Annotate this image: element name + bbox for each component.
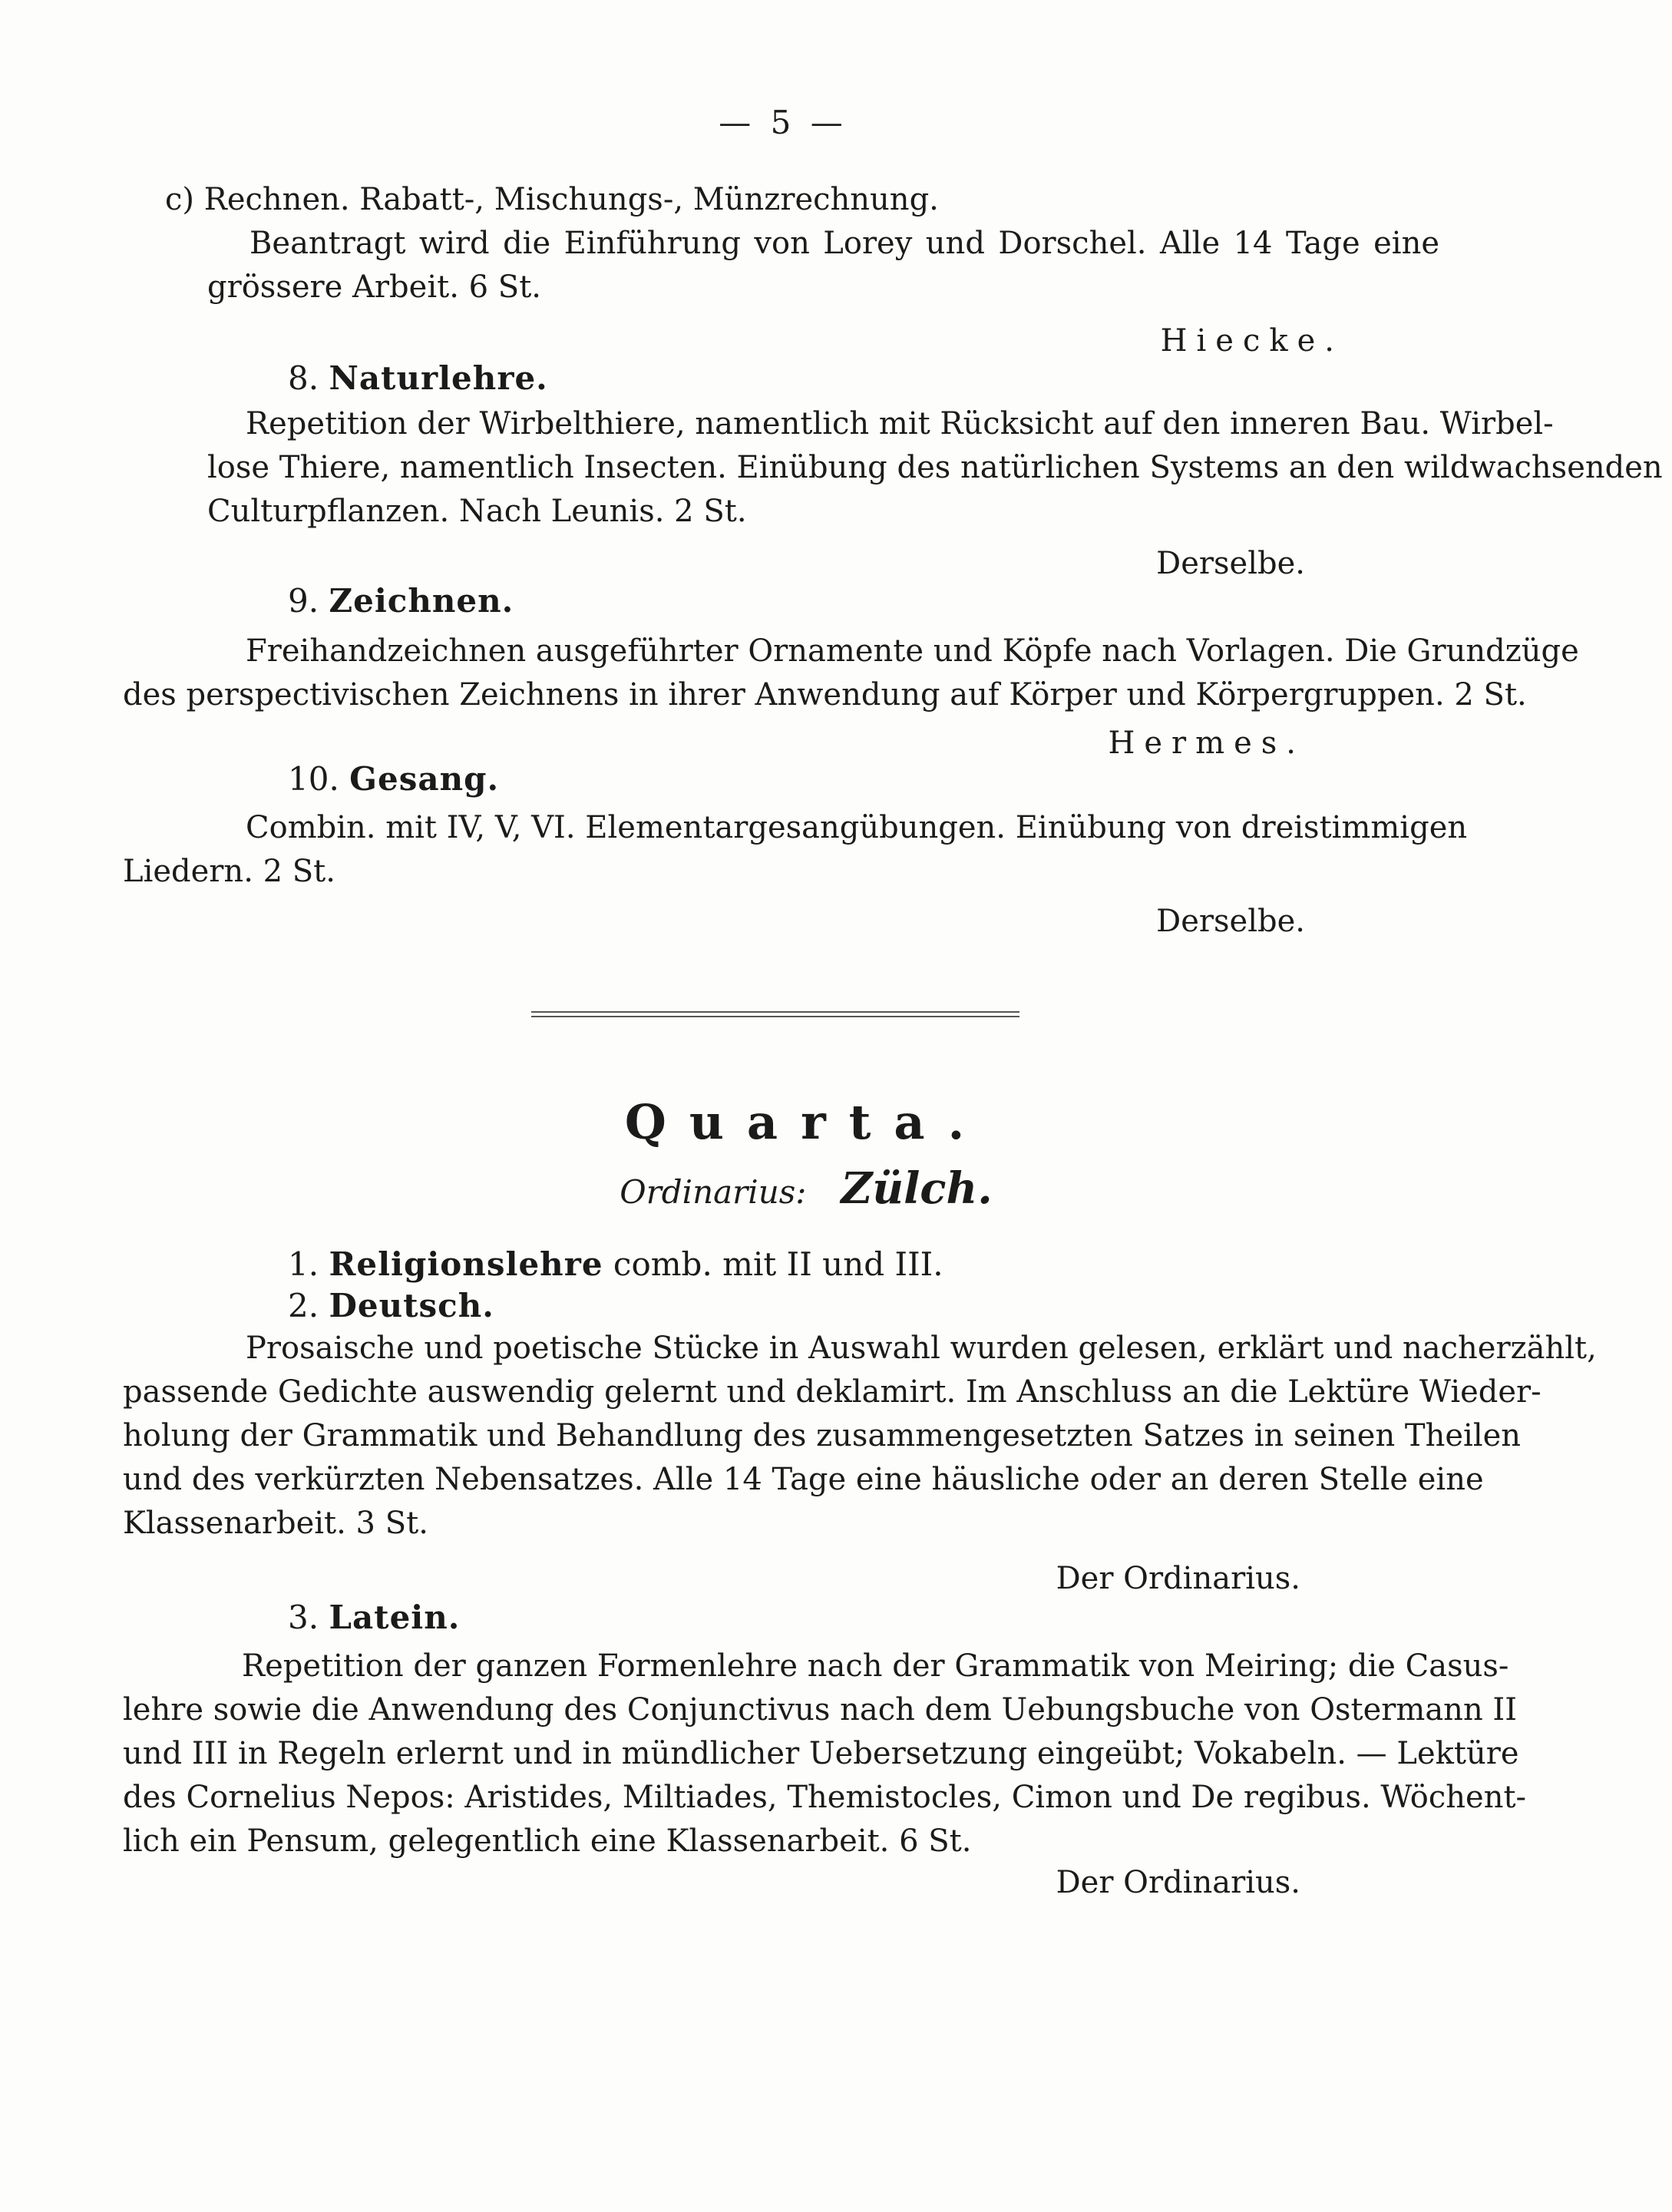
gesang-line-1: Combin. mit IV, V, VI. Elementargesangübungen. Einübung von dreistimmigen bbox=[246, 810, 1468, 845]
deutsch-line-5: Klassenarbeit. 3 St. bbox=[123, 1506, 428, 1541]
deutsch-line-1: Prosaische und poetische Stücke in Auswahl wurden gelesen, erklärt und nacherzählt, bbox=[246, 1331, 1597, 1366]
rechnen-line-1: c) Rechnen. Rabatt-, Mischungs-, Münzrechnung. bbox=[165, 182, 939, 217]
rechnen-line-2: Beantragt wird die Einführung von Lorey und Dorschel. Alle 14 Tage eine bbox=[249, 226, 1439, 261]
zeichnen-line-1: Freihandzeichnen ausgeführter Ornamente und Köpfe nach Vorlagen. Die Grundzüge bbox=[246, 633, 1579, 669]
latein-block bbox=[119, 1645, 1527, 1863]
rechnen-block bbox=[119, 178, 1439, 309]
latein-title: Latein. bbox=[329, 1599, 461, 1636]
latein-teacher: Der Ordinarius. bbox=[1056, 1865, 1300, 1900]
religion-heading bbox=[288, 1242, 943, 1286]
gesang-line-2: Liedern. 2 St. bbox=[123, 854, 335, 889]
deutsch-line-3: holung der Grammatik und Behandlung des zusammengesetzten Satzes in seinen Theilen bbox=[123, 1418, 1522, 1453]
gesang-heading bbox=[288, 757, 499, 801]
naturlehre-line-3: Culturpflanzen. Nach Leunis. 2 St. bbox=[207, 494, 747, 529]
naturlehre-number: 8. bbox=[288, 359, 319, 397]
deutsch-heading bbox=[288, 1284, 494, 1328]
zeichnen-number: 9. bbox=[288, 582, 319, 620]
section-divider bbox=[531, 1011, 1019, 1017]
deutsch-block bbox=[119, 1327, 1597, 1546]
zeichnen-teacher: Hermes. bbox=[1108, 726, 1305, 761]
ordinarius-label: Ordinarius: bbox=[620, 1173, 807, 1211]
naturlehre-title: Naturlehre. bbox=[329, 359, 548, 397]
latein-line-4: des Cornelius Nepos: Aristides, Miltiades, Themistocles, Cimon und De regibus. Wöchent- bbox=[123, 1780, 1527, 1815]
deutsch-line-4: und des verkürzten Nebensatzes. Alle 14 Tage eine häusliche oder an deren Stelle eine bbox=[123, 1462, 1484, 1497]
latein-line-1: Repetition der ganzen Formenlehre nach der Grammatik von Meiring; die Casus- bbox=[242, 1648, 1509, 1684]
latein-line-5: lich ein Pensum, gelegentlich eine Klassenarbeit. 6 St. bbox=[123, 1823, 972, 1859]
religion-rest: comb. mit II und III. bbox=[613, 1245, 943, 1283]
naturlehre-block bbox=[119, 402, 1663, 534]
ordinarius-line bbox=[461, 1163, 1152, 1214]
latein-line-3: und III in Regeln erlernt und in mündlicher Uebersetzung eingeübt; Vokabeln. — Lektüre bbox=[123, 1736, 1519, 1771]
quarta-title: Quarta. bbox=[624, 1094, 988, 1150]
deutsch-line-2: passende Gedichte auswendig gelernt und deklamirt. Im Anschluss an die Lektüre Wieder- bbox=[123, 1374, 1541, 1410]
rechnen-line-3: grössere Arbeit. 6 St. bbox=[207, 269, 541, 305]
latein-number: 3. bbox=[288, 1599, 319, 1636]
rechnen-teacher: Hiecke. bbox=[1160, 323, 1343, 359]
naturlehre-line-2: lose Thiere, namentlich Insecten. Einübung des natürlichen Systems an den wildwachsenden bbox=[207, 450, 1663, 485]
deutsch-title: Deutsch. bbox=[329, 1287, 494, 1324]
deutsch-teacher: Der Ordinarius. bbox=[1056, 1561, 1300, 1596]
ordinarius-name: Zülch. bbox=[841, 1163, 993, 1214]
deutsch-number: 2. bbox=[288, 1287, 319, 1324]
religion-number: 1. bbox=[288, 1245, 319, 1283]
religion-title: Religionslehre bbox=[329, 1245, 603, 1283]
zeichnen-block bbox=[119, 630, 1579, 717]
zeichnen-title: Zeichnen. bbox=[329, 582, 514, 620]
naturlehre-line-1: Repetition der Wirbelthiere, namentlich mit Rücksicht auf den inneren Bau. Wirbel- bbox=[246, 406, 1554, 441]
page-number: — 5 — bbox=[719, 104, 848, 141]
zeichnen-heading bbox=[288, 579, 514, 623]
latein-heading bbox=[288, 1595, 460, 1639]
gesang-teacher: Derselbe. bbox=[1156, 904, 1305, 939]
latein-line-2: lehre sowie die Anwendung des Conjunctivus nach dem Uebungsbuche von Ostermann II bbox=[123, 1692, 1518, 1728]
gesang-number: 10. bbox=[288, 760, 339, 798]
gesang-title: Gesang. bbox=[349, 760, 500, 798]
naturlehre-heading bbox=[288, 356, 548, 400]
gesang-block bbox=[119, 806, 1468, 894]
zeichnen-line-2: des perspectivischen Zeichnens in ihrer Anwendung auf Körper und Körpergruppen. 2 St. bbox=[123, 677, 1527, 713]
naturlehre-teacher: Derselbe. bbox=[1156, 546, 1305, 581]
